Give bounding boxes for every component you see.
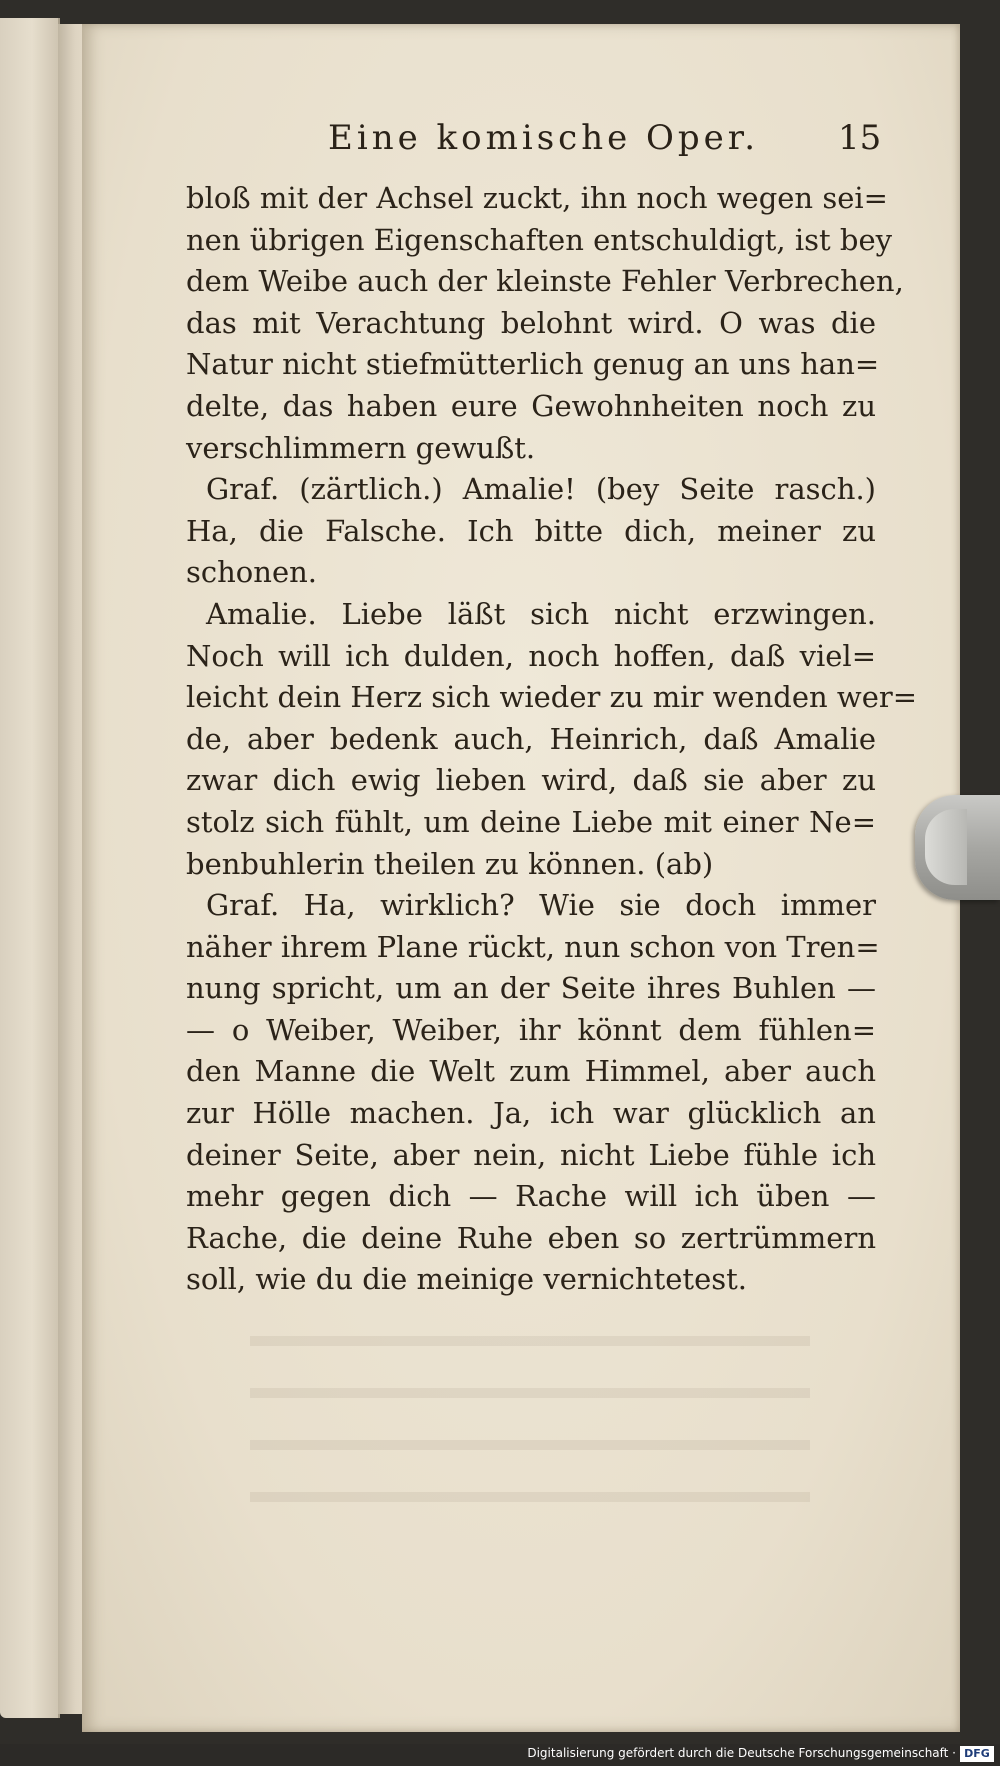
body-text <box>186 178 918 1301</box>
text-line: nen übrigen Eigenschaften entschuldigt, ist bey <box>186 222 892 257</box>
page-clip <box>915 795 1000 900</box>
text-line: dem Weibe auch der kleinste Fehler Verbrechen, <box>186 264 904 299</box>
text-line: Graf. Ha, wirklich? Wie sie doch immer <box>206 888 876 923</box>
show-through-text <box>250 1300 810 1480</box>
text-line: deiner Seite, aber nein, nicht Liebe fühle ich <box>186 1137 876 1172</box>
text-line: zwar dich ewig lieben wird, daß sie aber zu <box>186 763 876 798</box>
text-line: benbuhlerin theilen zu können. (ab) <box>186 846 714 881</box>
text-line: de, aber bedenk auch, Heinrich, daß Amalie <box>186 721 876 756</box>
text-line: stolz sich fühlt, um deine Liebe mit einer Ne= <box>186 804 876 839</box>
text-line: nung spricht, um an der Seite ihres Buhlen — <box>186 971 876 1006</box>
dfg-logo-icon: DFG <box>960 1746 994 1762</box>
text-line: zur Hölle machen. Ja, ich war glücklich an <box>186 1096 876 1131</box>
text-line: verschlimmern gewußt. <box>186 430 536 465</box>
funding-credit: Digitalisierung gefördert durch die Deutsche Forschungsgemeinschaft · <box>527 1746 956 1760</box>
text-line: näher ihrem Plane rückt, nun schon von Tren= <box>186 929 880 964</box>
text-line: schonen. <box>186 555 317 590</box>
bleed-line <box>250 1300 810 1346</box>
text-line: Ha, die Falsche. Ich bitte dich, meiner zu <box>186 513 876 548</box>
text-line: mehr gegen dich — Rache will ich üben — <box>186 1179 876 1214</box>
running-head: Eine komische Oper. <box>328 118 760 158</box>
bleed-line <box>250 1352 810 1398</box>
text-line: leicht dein Herz sich wieder zu mir wenden wer= <box>186 680 918 715</box>
clip-highlight <box>925 809 967 885</box>
text-line: — o Weiber, Weiber, ihr könnt dem fühlen= <box>186 1012 876 1047</box>
text-line: delte, das haben eure Gewohnheiten noch zu <box>186 388 876 423</box>
text-line: Natur nicht stiefmütterlich genug an uns han= <box>186 347 880 382</box>
left-page-edge <box>0 18 60 1718</box>
text-line: den Manne die Welt zum Himmel, aber auch <box>186 1054 876 1089</box>
text-line: Graf. (zärtlich.) Amalie! (bey Seite rasch.) <box>206 472 876 507</box>
bleed-line <box>250 1456 810 1502</box>
page-number: 15 <box>838 118 882 158</box>
text-line: das mit Verachtung belohnt wird. O was die <box>186 305 876 340</box>
text-line: soll, wie du die meinige vernichtetest. <box>186 1262 747 1297</box>
text-line: bloß mit der Achsel zuckt, ihn noch wegen sei= <box>186 181 888 215</box>
text-line: Amalie. Liebe läßt sich nicht erzwingen. <box>206 596 876 631</box>
bleed-line <box>250 1404 810 1450</box>
text-line: Noch will ich dulden, noch hoffen, daß viel= <box>186 638 876 673</box>
text-line: Rache, die deine Ruhe eben so zertrümmern <box>186 1220 876 1255</box>
